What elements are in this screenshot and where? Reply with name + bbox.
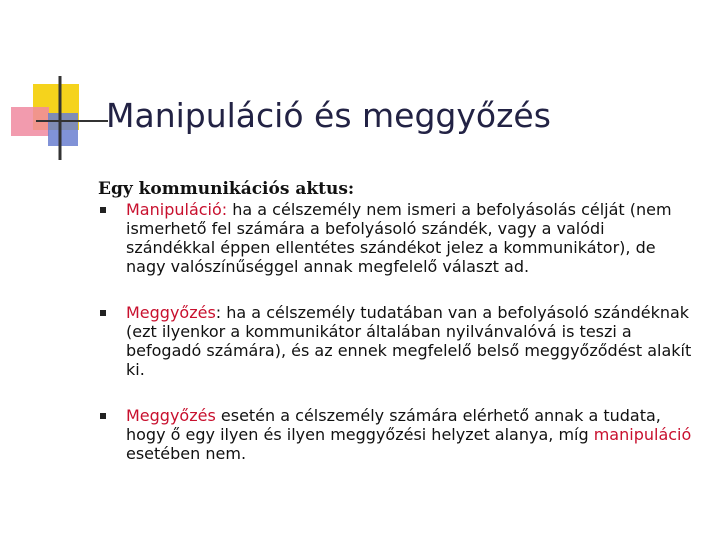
square-bullet-icon — [100, 207, 106, 213]
bullet-text: esetén a célszemély számára elérhető annak a tudata, hogy ő egy ilyen és ilyen meggyőzési helyzet alanya, míg — [126, 406, 661, 444]
term-persuasion: Meggyőzés — [126, 303, 216, 322]
bullet-item-persuasion — [98, 303, 698, 379]
bullet-text: : ha a célszemély tudatában van a befolyásoló szándéknak (ezt ilyenkor a kommunikátor általában nyilvánvalóvá is teszi a befogadó számára), és az ennek megfelelő belső meggyőződést alakít ki. — [126, 303, 692, 379]
slide-body — [98, 178, 698, 463]
slide-title: Manipuláció és meggyőzés — [106, 96, 551, 135]
square-bullet-icon — [100, 310, 106, 316]
term-manipulation: manipuláció — [593, 425, 692, 444]
bullet-item-manipulation — [98, 200, 698, 276]
term-persuasion: Meggyőzés — [126, 406, 216, 425]
bullet-item-comparison — [98, 406, 698, 463]
bullet-text: ha a célszemély nem ismeri a befolyásolás célját (nem ismerhető fel számára a befolyásoló szándék, vagy a valódi szándékkal éppen ellentétes szándékot jelez a kommunikátor), de nagy valószínűséggel annak megfelelő választ ad. — [126, 200, 672, 276]
bullet-list — [98, 200, 698, 463]
decoration-blue-square — [48, 113, 78, 146]
square-bullet-icon — [100, 413, 106, 419]
body-heading: Egy kommunikációs aktus: — [98, 179, 355, 199]
term-manipulation: Manipuláció: — [126, 200, 228, 219]
title-decoration-graphic — [0, 0, 120, 170]
bullet-text: esetében nem. — [126, 444, 247, 463]
